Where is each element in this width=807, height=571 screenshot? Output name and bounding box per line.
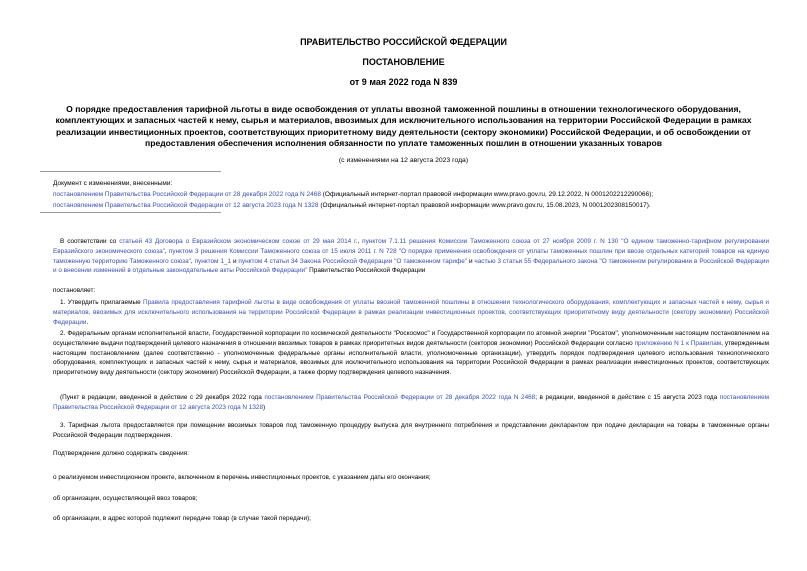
revision-note: (с изменениями на 12 августа 2023 года)	[338, 157, 469, 164]
amendment-item	[53, 200, 783, 211]
document-type: ПОСТАНОВЛЕНИЕ	[362, 57, 445, 67]
text: ,	[357, 238, 363, 245]
text: ; в редакции, введенной в действие с 15 августа 2023 года	[535, 394, 720, 401]
legal-link[interactable]: пунктом 7.1.11 решения Комиссии Таможенного союза от 27 ноября 2009 г. N 130 "О едином таможенно-тарифном регулировании Евразийского экономического союза"	[53, 238, 770, 255]
amendments-intro: Документ с изменениями, внесенными:	[53, 180, 173, 187]
amendment-source: (Официальный интернет-портал правовой информации www.pravo.gov.ru, 15.08.2023, N 0001202308150017).	[318, 202, 651, 209]
text: ,	[164, 247, 169, 255]
text: 2. Федеральным органам исполнительной власти, Государственной корпорации по космической деятельности "Роскосмос" и Государственной корпорации по атомной энергии "Росатом", уполномоченным настоящим постановлением на осуществление выдачи подтверждений целевого назначения в отношении ввозимых товаров в рамках приоритетных видов деятельности (секторов экономики) Российской Федерации согласно	[53, 330, 769, 347]
amendments-block	[53, 178, 783, 211]
list-item: об организации, осуществляющей ввоз товаров;	[53, 495, 198, 502]
text: .	[86, 318, 89, 326]
list-item: о реализуемом инвестиционном проекте, включенном в перечень инвестиционных проектов, с указанием даты его окончания;	[53, 474, 431, 481]
divider-top	[40, 171, 221, 172]
legal-link[interactable]: статьей 43 Договора о Евразийском экономическом союзе от 29 мая 2014 г.	[119, 238, 358, 245]
document-title: О порядке предоставления тарифной льготы в виде освобождения от уплаты ввозной таможенной пошлины в отношении технологического оборудования, комплектующих и запасных частей к нему, сырья и материалов, ввозимых для исключительного использования на территории Российской Федерации в рамках реализации инвестиционных проектов, соответствующих приоритетному виду деятельности (сектору экономики) Российской Федерации, и об освобождении от предоставления обеспечения исполнения обязанности по уплате таможенных пошлин в отношении указанных товаров	[55, 104, 752, 148]
text: и	[231, 257, 239, 265]
text: Правительство Российской Федерации	[307, 267, 426, 275]
amendment-link[interactable]: постановлением Правительства Российской Федерации от 12 августа 2023 года N 1328	[53, 394, 770, 411]
paragraph-1	[53, 298, 769, 327]
divider-bottom	[40, 212, 221, 213]
resolves-heading: постановляет:	[53, 287, 96, 294]
legal-link[interactable]: пунктом 3 решения Комиссии Таможенного союза от 15 июля 2011 г. N 728 "О порядке применения освобождения от уплаты таможенных пошлин при ввозе отдельных категорий товаров на единую таможенную территорию Таможенного союза"	[53, 247, 769, 265]
legal-link[interactable]: частью 3 статьи 55 Федерального закона "О таможенном регулировании в Российской Федерации и о внесении изменений в отдельные законодательные акты Российской Федерации"	[53, 257, 769, 275]
amendment-source: (Официальный интернет-портал правовой информации www.pravo.gov.ru, 29.12.2022, N 0001202212290066);	[320, 191, 654, 198]
legal-link[interactable]: пунктом 1_1	[194, 257, 232, 265]
appendix-link[interactable]: приложению N 1 к Правилам	[634, 339, 722, 347]
text: , утвержденным настоящим постановлением (далее соответственно - уполномоченные федеральные органы исполнительной власти, уполномоченные организации), утвердить порядок подтверждения целевого использования технологического оборудования, комплектующих и запасных частей к нему, сырья и материалов, ввозимых для исключительного использования на территории Российской Федерации в рамках реализации инвестиционных проектов, соответствующих приоритетному виду деятельности (сектору экономики) Российской Федерации, а также форму подтверждения целевого назначения.	[53, 339, 769, 377]
text: )	[263, 403, 266, 411]
text: ,	[190, 257, 195, 265]
text: и	[467, 257, 475, 265]
list-item: об организации, в адрес которой подлежит передаче товар (в случае такой передачи);	[53, 515, 311, 522]
amendment-link[interactable]: постановлением Правительства Российской Федерации от 28 декабря 2022 года N 2468	[53, 191, 321, 198]
amendment-link[interactable]: постановлением Правительства Российской Федерации от 28 декабря 2022 года N 2468	[264, 394, 536, 401]
document-date: от 9 мая 2022 года N 839	[349, 77, 458, 87]
amendment-link[interactable]: постановлением Правительства Российской Федерации от 12 августа 2023 года N 1328	[53, 202, 319, 209]
preamble-paragraph	[53, 237, 769, 276]
text: (Пункт в редакции, введенной в действие с 29 декабря 2022 года	[60, 394, 265, 401]
government-name: ПРАВИТЕЛЬСТВО РОССИЙСКОЙ ФЕДЕРАЦИИ	[300, 37, 507, 47]
amendment-item	[53, 189, 783, 200]
rules-link[interactable]: Правила предоставления тарифной льготы в виде освобождения от уплаты ввозной таможенной пошлины в отношении технологического оборудования, комплектующих и запасных частей к нему, сырья и материалов, ввозимых для исключительного использования на территории Российской Федерации в рамках реализации инвестиционных проектов, соответствующих приоритетному виду деятельности (сектору экономики) Российской Федерации	[53, 299, 769, 326]
text: 1. Утвердить прилагаемые	[60, 299, 144, 306]
legal-link[interactable]: пунктом 4 статьи 34 Закона Российской Федерации "О таможенном тарифе"	[238, 257, 468, 265]
paragraph-3: 3. Тарифная льгота предоставляется при помещении ввозимых товаров под таможенную процедуру выпуска для внутреннего потребления и представлении декларантом при подаче декларации на товары в таможенные органы Российской Федерации подтверждения.	[53, 422, 769, 439]
paragraph-2	[53, 329, 769, 378]
text: В соответствии со	[60, 238, 120, 245]
confirmation-intro: Подтверждение должно содержать сведения:	[53, 450, 189, 457]
paragraph-2-note	[53, 393, 769, 413]
